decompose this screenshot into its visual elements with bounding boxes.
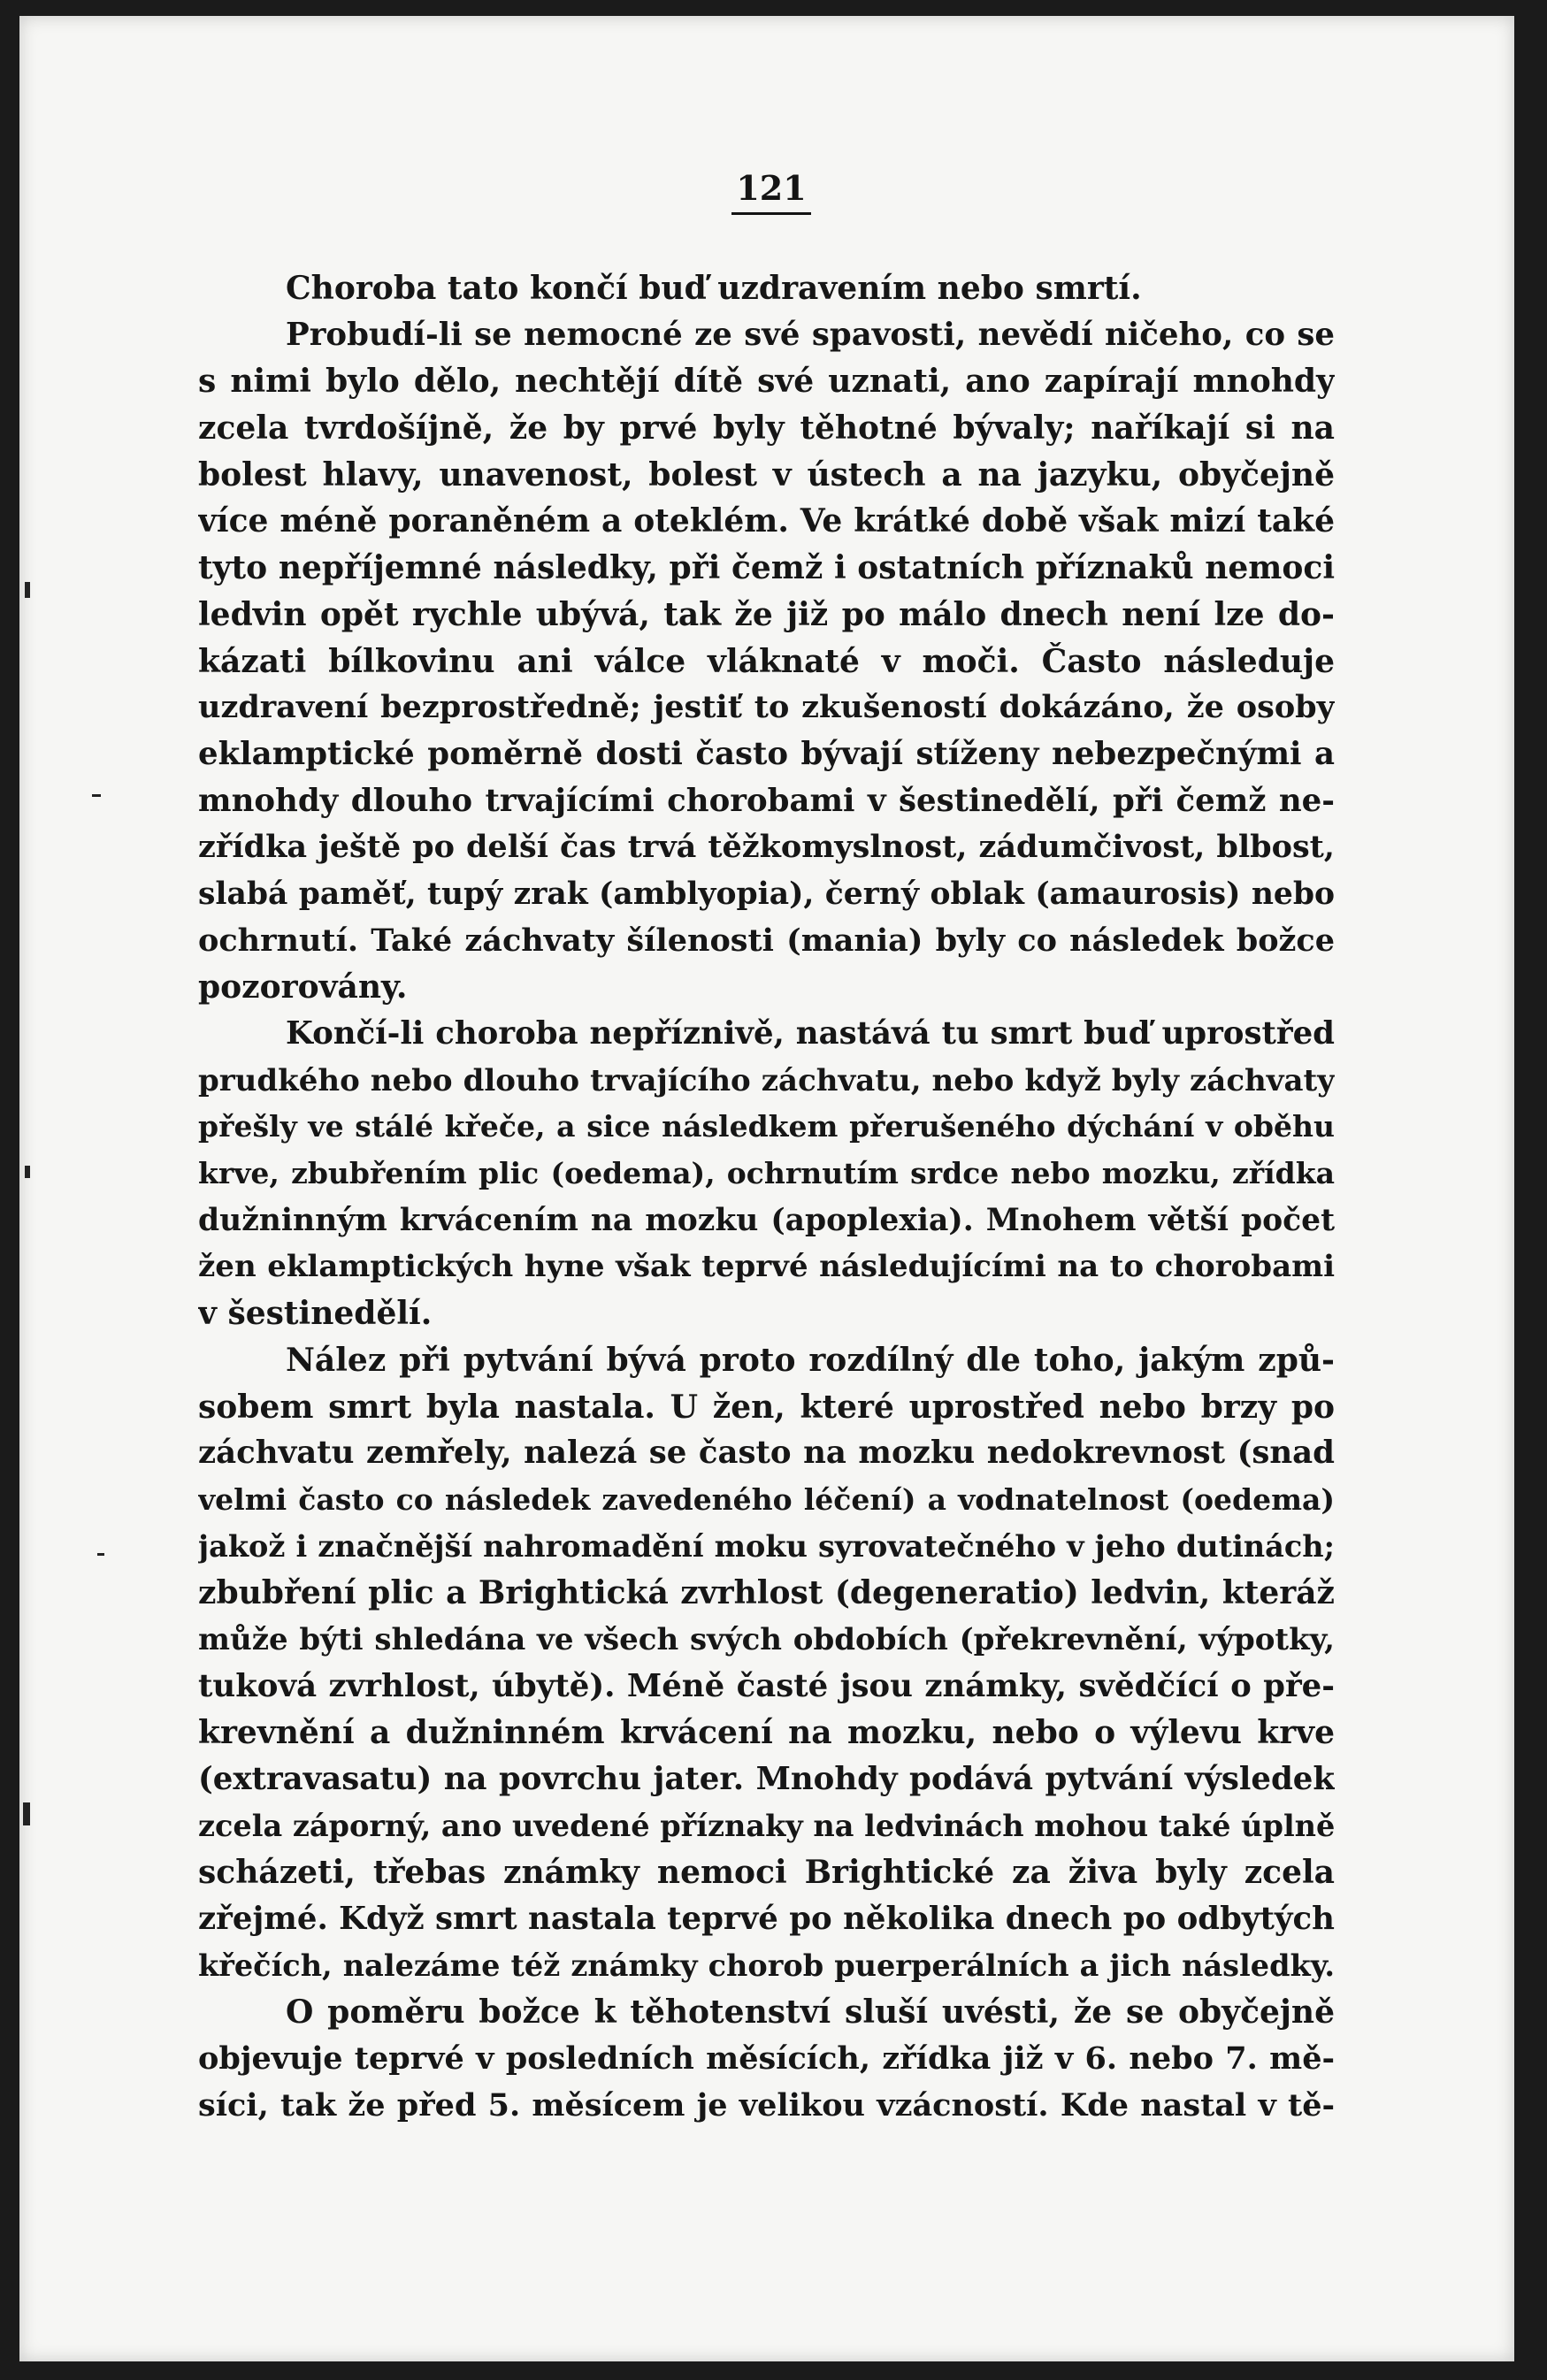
text-line: zcela tvrdošíjně, že by prvé byly těhotné bývaly; naříkají si na (198, 409, 1335, 448)
text-line: mnohdy dlouho trvajícími chorobami v šestinedělí, při čemž ne- (198, 782, 1335, 819)
text-line: slabá paměť, tupý zrak (amblyopia), černý oblak (amaurosis) nebo (198, 876, 1335, 912)
text-line: eklamptické poměrně dosti často bývají stíženy nebezpečnými a (198, 735, 1335, 772)
text-line: zbubření plic a Brightická zvrhlost (degeneratio) ledvin, kteráž (198, 1574, 1335, 1612)
text-line: bolest hlavy, unavenost, bolest v ústech a na jazyku, obyčejně (198, 455, 1335, 494)
text-line: objevuje teprvé v posledních měsících, zřídka již v 6. nebo 7. mě- (198, 2040, 1335, 2078)
text-line: velmi často co následek zavedeného léčení) a vodnatelnost (oedema) (198, 1481, 1335, 1517)
text-line: kázati bílkovinu ani válce vláknaté v moči. Často následuje (198, 642, 1335, 680)
text-line: Končí-li choroba nepříznivě, nastává tu smrt buď uprostřed (286, 1015, 1335, 1052)
text-line: dužninným krvácením na mozku (apoplexia). Mnohem větší počet (198, 1202, 1335, 1238)
text-line: O poměru božce k těhotenství sluší uvésti, že se obyčejně (286, 1994, 1335, 2032)
text-line: jakož i značnější nahromadění moku syrovatečného v jeho dutinách; (198, 1528, 1335, 1564)
text-line: sobem smrt byla nastala. U žen, které uprostřed nebo brzy po (198, 1388, 1335, 1426)
text-line: pozorovány. (198, 968, 408, 1006)
text-line: Choroba tato končí buď uzdravením nebo smrtí. (286, 270, 1142, 307)
text-line: v šestinedělí. (198, 1295, 433, 1333)
text-line: tuková zvrhlost, úbytě). Méně časté jsou známky, svědčící o pře- (198, 1667, 1335, 1704)
text-line: může býti shledána ve všech svých obdobích (překrevnění, výpotky, (198, 1621, 1335, 1657)
text-line: uzdravení bezprostředně; jestiť to zkušeností dokázáno, že osoby (198, 689, 1335, 726)
text-line: tyto nepříjemné následky, při čemž i ostatních příznaků nemoci (198, 549, 1335, 587)
text-line: zřídka ještě po delší čas trvá těžkomyslnost, zádumčivost, blbost, (198, 829, 1335, 866)
text-line: ochrnutí. Také záchvaty šílenosti (mania) byly co následek božce (198, 922, 1335, 959)
margin-speck (23, 1802, 30, 1825)
text-line: scházeti, třebas známky nemoci Brightické za živa byly zcela (198, 1854, 1335, 1892)
text-line: ledvin opět rychle ubývá, tak že již po málo dnech není lze do- (198, 595, 1335, 633)
text-line: více méně poraněném a oteklém. Ve krátké době však mizí také (198, 502, 1335, 540)
text-line: zcela záporný, ano uvedené příznaky na ledvinách mohou také úplně (198, 1808, 1335, 1843)
text-line: záchvatu zemřely, nalezá se často na mozku nedokrevnost (snad (198, 1435, 1335, 1472)
text-line: Probudí-li se nemocné ze své spavosti, nevědí ničeho, co se (286, 316, 1335, 353)
margin-speck (92, 794, 101, 797)
text-line: žen eklamptických hyne však teprvé následujícími na to chorobami (198, 1249, 1335, 1285)
text-line: krevnění a dužninném krvácení na mozku, nebo o výlevu krve (198, 1714, 1335, 1752)
page-number: 121 (731, 172, 811, 215)
text-line: (extravasatu) na povrchu jater. Mnohdy podává pytvání výsledek (198, 1761, 1335, 1797)
text-line: krve, zbubřením plic (oedema), ochrnutím srdce nebo mozku, zřídka (198, 1156, 1335, 1191)
text-line: Nález při pytvání bývá proto rozdílný dle toho, jakým způ- (286, 1341, 1335, 1379)
text-line: síci, tak že před 5. měsícem je velikou vzácností. Kde nastal v tě- (198, 2086, 1335, 2124)
text-line: zřejmé. Když smrt nastala teprvé po několika dnech po odbytých (198, 1901, 1335, 1938)
margin-speck (97, 1553, 104, 1556)
body-text (198, 265, 1335, 2130)
text-line: s nimi bylo dělo, nechtějí dítě své uznati, ano zapírají mnohdy (198, 363, 1335, 401)
book-page (19, 16, 1514, 2361)
margin-speck (25, 582, 30, 598)
text-line: přešly ve stálé křeče, a sice následkem přerušeného dýchání v oběhu (198, 1109, 1335, 1144)
margin-speck (25, 1166, 30, 1178)
text-line: křečích, nalezáme též známky chorob puerperálních a jich následky. (198, 1948, 1335, 1983)
text-line: prudkého nebo dlouho trvajícího záchvatu, nebo když byly záchvaty (198, 1062, 1335, 1098)
